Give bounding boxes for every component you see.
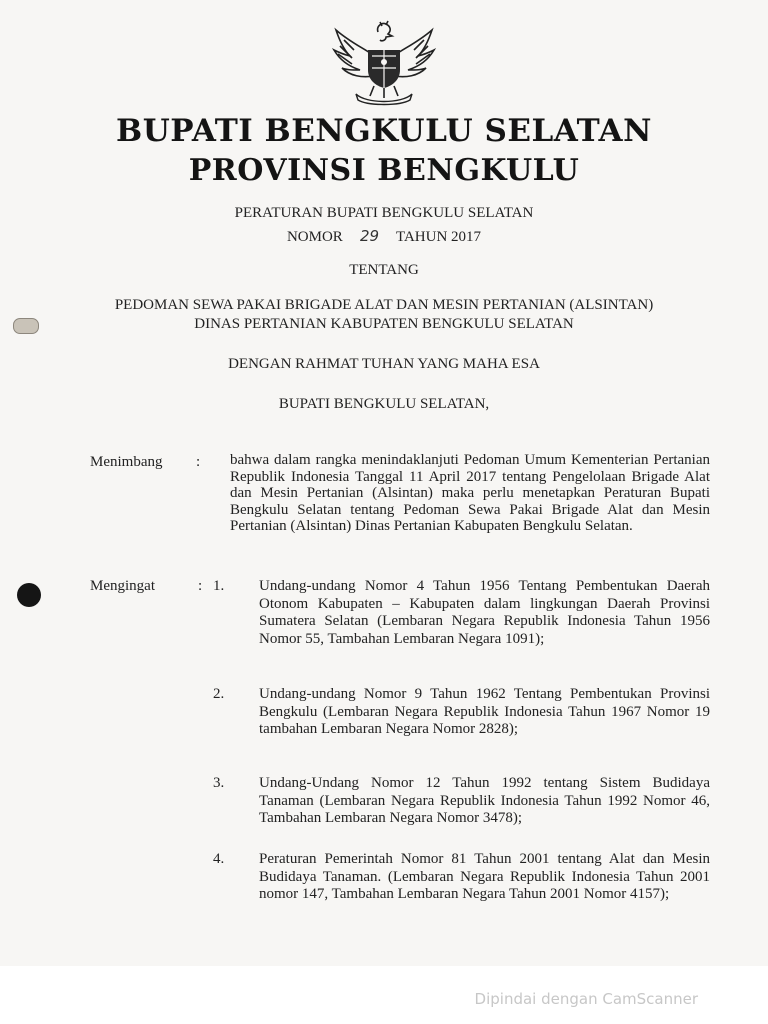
mengingat-item-number: 3. [213,775,225,791]
mengingat-item-number: 4. [213,851,225,867]
mengingat-item-text: Undang-undang Nomor 4 Tahun 1956 Tentang Pembentukan Daerah Otonom Kabupaten – Kabupaten dalam lingkungan Daerah Provinsi Sumatera Selatan (Lembaran Negara Republik Indonesia Tahun 1956 Nomor 55, Tambahan Lembaran Negara 1091); [259,578,710,647]
punch-hole-mark [17,583,41,607]
nomor-label: NOMOR [286,229,343,245]
binder-clip-mark [13,318,39,334]
mengingat-item-text: Peraturan Pemerintah Nomor 81 Tahun 2001 tentang Alat dan Mesin Budidaya Tanaman. (Lembaran Negara Republik Indonesia Tahun 2001 nomor 147, Tambahan Lembaran Negara Tahun 2001 Nomor 4157); [259,851,710,902]
mengingat-item-number: 2. [213,686,225,702]
blessing-line: DENGAN RAHMAT TUHAN YANG MAHA ESA [228,356,540,372]
scanner-watermark: Dipindai dengan CamScanner [474,990,698,1008]
mengingat-item-number: 1. [213,578,225,594]
menimbang-text: bahwa dalam rangka menindaklanjuti Pedoman Umum Kementerian Pertanian Republik Indonesia Tanggal 11 April 2017 tentang Pengelolaan Brigade Alat dan Mesin Pertanian (Alsintan) maka perlu menetapkan Peraturan Bupati Bengkulu Selatan tentang Pedoman Sewa Pakai Brigade Alat dan Mesin Pertanian (Alsintan) Dinas Pertanian Kabupaten Bengkulu Selatan. [230,452,710,535]
nomor-value: 29 [359,227,380,245]
authority-line: BUPATI BENGKULU SELATAN, [278,396,490,412]
regulation-type: PERATURAN BUPATI BENGKULU SELATAN [234,205,534,221]
menimbang-label: Menimbang [90,454,163,470]
garuda-emblem-icon [330,20,438,106]
regulation-number-line [0,227,768,246]
menimbang-colon: : [196,454,201,470]
document-title-line2: PROVINSI BENGKULU [188,153,580,188]
mengingat-item-text: Undang-undang Nomor 9 Tahun 1962 Tentang Pembentukan Provinsi Bengkulu (Lembaran Negara Republik Indonesia Tahun 1967 Nomor 19 tambahan Lembaran Negara Nomor 2828); [259,686,710,737]
mengingat-item-text: Undang-Undang Nomor 12 Tahun 1992 tentang Sistem Budidaya Tanaman (Lembaran Negara Republik Indonesia Tahun 1992 Nomor 46, Tambahan Lembaran Negara Nomor 3478); [259,775,710,826]
mengingat-label: Mengingat [90,578,155,594]
mengingat-colon: : [198,578,203,594]
tentang-heading: TENTANG [349,262,419,278]
tahun-label: TAHUN 2017 [396,229,482,245]
document-title-line1: BUPATI BENGKULU SELATAN [116,113,652,149]
subject-line1: PEDOMAN SEWA PAKAI BRIGADE ALAT DAN MESIN PERTANIAN (ALSINTAN) [114,297,654,313]
subject-line2: DINAS PERTANIAN KABUPATEN BENGKULU SELATAN [194,316,574,332]
